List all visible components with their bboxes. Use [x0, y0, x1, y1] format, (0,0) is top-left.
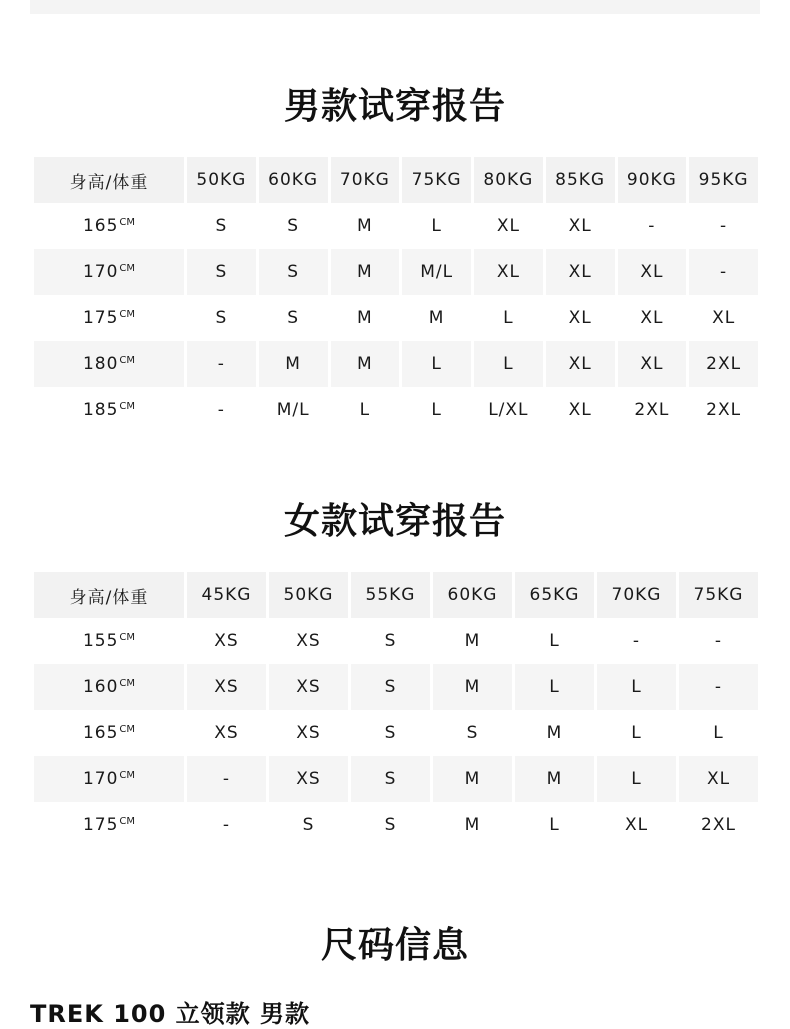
- size-cell: L: [474, 295, 543, 341]
- height-cell: [34, 387, 184, 433]
- size-cell: S: [433, 710, 512, 756]
- size-cell: S: [351, 618, 430, 664]
- size-cell: XL: [546, 341, 615, 387]
- weight-header: 50KG: [269, 572, 348, 618]
- size-cell: XS: [187, 710, 266, 756]
- table-row: [34, 802, 758, 848]
- height-unit: CM: [119, 678, 136, 689]
- size-info-title: 尺码信息: [320, 925, 469, 966]
- height-unit: CM: [119, 770, 136, 781]
- height-value: 170: [82, 769, 119, 789]
- weight-header: 75KG: [402, 157, 471, 203]
- size-cell: XL: [679, 756, 758, 802]
- size-cell: -: [597, 618, 676, 664]
- size-cell: S: [351, 710, 430, 756]
- size-cell: XS: [187, 618, 266, 664]
- size-cell: -: [679, 618, 758, 664]
- weight-header: 75KG: [679, 572, 758, 618]
- height-cell: [34, 664, 184, 710]
- men-fit-report-title: 男款试穿报告: [283, 86, 506, 127]
- size-cell: -: [187, 387, 256, 433]
- size-cell: S: [187, 249, 256, 295]
- height-weight-header: 身高/体重: [34, 572, 184, 618]
- height-weight-header: 身高/体重: [34, 157, 184, 203]
- size-cell: L: [597, 756, 676, 802]
- size-cell: XS: [269, 664, 348, 710]
- height-cell: [34, 295, 184, 341]
- size-cell: M: [515, 756, 594, 802]
- men-size-table: [31, 157, 761, 433]
- size-cell: XL: [618, 341, 687, 387]
- height-value: 175: [82, 308, 119, 328]
- top-divider-bar: [30, 0, 760, 14]
- size-cell: M: [515, 710, 594, 756]
- size-cell: XL: [546, 203, 615, 249]
- table-row: [34, 710, 758, 756]
- table-row: [34, 618, 758, 664]
- weight-header: 60KG: [259, 157, 328, 203]
- size-cell: S: [187, 295, 256, 341]
- table-row: [34, 756, 758, 802]
- table-row: [34, 249, 758, 295]
- size-cell: XL: [546, 295, 615, 341]
- size-cell: 2XL: [618, 387, 687, 433]
- height-value: 160: [82, 677, 119, 697]
- women-size-table: [31, 572, 761, 848]
- size-cell: L: [474, 341, 543, 387]
- height-cell: [34, 249, 184, 295]
- height-cell: [34, 802, 184, 848]
- weight-header: 45KG: [187, 572, 266, 618]
- table-row: [34, 341, 758, 387]
- height-unit: CM: [119, 724, 136, 735]
- size-cell: XL: [618, 249, 687, 295]
- height-unit: CM: [119, 263, 136, 274]
- size-cell: M: [259, 341, 328, 387]
- size-cell: S: [259, 295, 328, 341]
- size-cell: L: [515, 618, 594, 664]
- size-cell: S: [351, 664, 430, 710]
- weight-header: 70KG: [597, 572, 676, 618]
- weight-header: 55KG: [351, 572, 430, 618]
- women-fit-report-title: 女款试穿报告: [283, 501, 506, 542]
- height-unit: CM: [119, 309, 136, 320]
- weight-header: 50KG: [187, 157, 256, 203]
- size-cell: XL: [474, 203, 543, 249]
- size-cell: M: [331, 203, 400, 249]
- weight-header: 70KG: [331, 157, 400, 203]
- size-cell: -: [689, 203, 758, 249]
- size-cell: -: [679, 664, 758, 710]
- size-cell: 2XL: [679, 802, 758, 848]
- height-unit: CM: [119, 401, 136, 412]
- height-cell: [34, 618, 184, 664]
- size-cell: M: [433, 802, 512, 848]
- height-value: 175: [82, 815, 119, 835]
- size-cell: -: [187, 341, 256, 387]
- size-cell: M: [433, 618, 512, 664]
- size-cell: S: [187, 203, 256, 249]
- size-cell: M/L: [259, 387, 328, 433]
- size-cell: XL: [474, 249, 543, 295]
- size-cell: L/XL: [474, 387, 543, 433]
- weight-header: 90KG: [618, 157, 687, 203]
- size-cell: -: [618, 203, 687, 249]
- height-unit: CM: [119, 632, 136, 643]
- size-cell: S: [269, 802, 348, 848]
- size-cell: L: [515, 802, 594, 848]
- size-cell: M: [433, 664, 512, 710]
- size-cell: 2XL: [689, 387, 758, 433]
- size-cell: M: [402, 295, 471, 341]
- size-cell: XL: [546, 387, 615, 433]
- size-cell: -: [187, 756, 266, 802]
- size-cell: M: [331, 249, 400, 295]
- height-value: 180: [82, 354, 119, 374]
- size-cell: L: [515, 664, 594, 710]
- weight-header: 85KG: [546, 157, 615, 203]
- size-cell: L: [331, 387, 400, 433]
- size-cell: L: [402, 341, 471, 387]
- table-row: [34, 203, 758, 249]
- table-row: [34, 295, 758, 341]
- size-cell: L: [597, 664, 676, 710]
- men-table-header-row: [34, 157, 758, 203]
- size-cell: S: [351, 802, 430, 848]
- weight-header: 95KG: [689, 157, 758, 203]
- size-cell: L: [402, 203, 471, 249]
- size-cell: M: [331, 341, 400, 387]
- size-cell: XL: [597, 802, 676, 848]
- size-cell: M: [331, 295, 400, 341]
- weight-header: 80KG: [474, 157, 543, 203]
- size-cell: M: [433, 756, 512, 802]
- height-value: 155: [82, 631, 119, 651]
- table-row: [34, 664, 758, 710]
- size-cell: XL: [546, 249, 615, 295]
- size-cell: XL: [618, 295, 687, 341]
- size-cell: XS: [269, 756, 348, 802]
- size-cell: -: [187, 802, 266, 848]
- product-subtitle: TREK 100 立领款 男款: [30, 1000, 311, 1028]
- size-cell: XS: [269, 618, 348, 664]
- size-cell: XL: [689, 295, 758, 341]
- size-cell: M/L: [402, 249, 471, 295]
- height-cell: [34, 341, 184, 387]
- size-cell: S: [259, 203, 328, 249]
- height-value: 170: [82, 262, 119, 282]
- height-cell: [34, 203, 184, 249]
- women-table-header-row: [34, 572, 758, 618]
- size-cell: L: [597, 710, 676, 756]
- weight-header: 65KG: [515, 572, 594, 618]
- size-cell: L: [679, 710, 758, 756]
- size-cell: 2XL: [689, 341, 758, 387]
- table-row: [34, 387, 758, 433]
- size-cell: S: [351, 756, 430, 802]
- size-cell: L: [402, 387, 471, 433]
- size-cell: XS: [187, 664, 266, 710]
- height-cell: [34, 710, 184, 756]
- height-unit: CM: [119, 355, 136, 366]
- height-cell: [34, 756, 184, 802]
- height-unit: CM: [119, 217, 136, 228]
- size-cell: -: [689, 249, 758, 295]
- height-value: 165: [82, 216, 119, 236]
- height-value: 165: [82, 723, 119, 743]
- height-unit: CM: [119, 816, 136, 827]
- weight-header: 60KG: [433, 572, 512, 618]
- height-value: 185: [82, 400, 119, 420]
- size-cell: S: [259, 249, 328, 295]
- size-cell: XS: [269, 710, 348, 756]
